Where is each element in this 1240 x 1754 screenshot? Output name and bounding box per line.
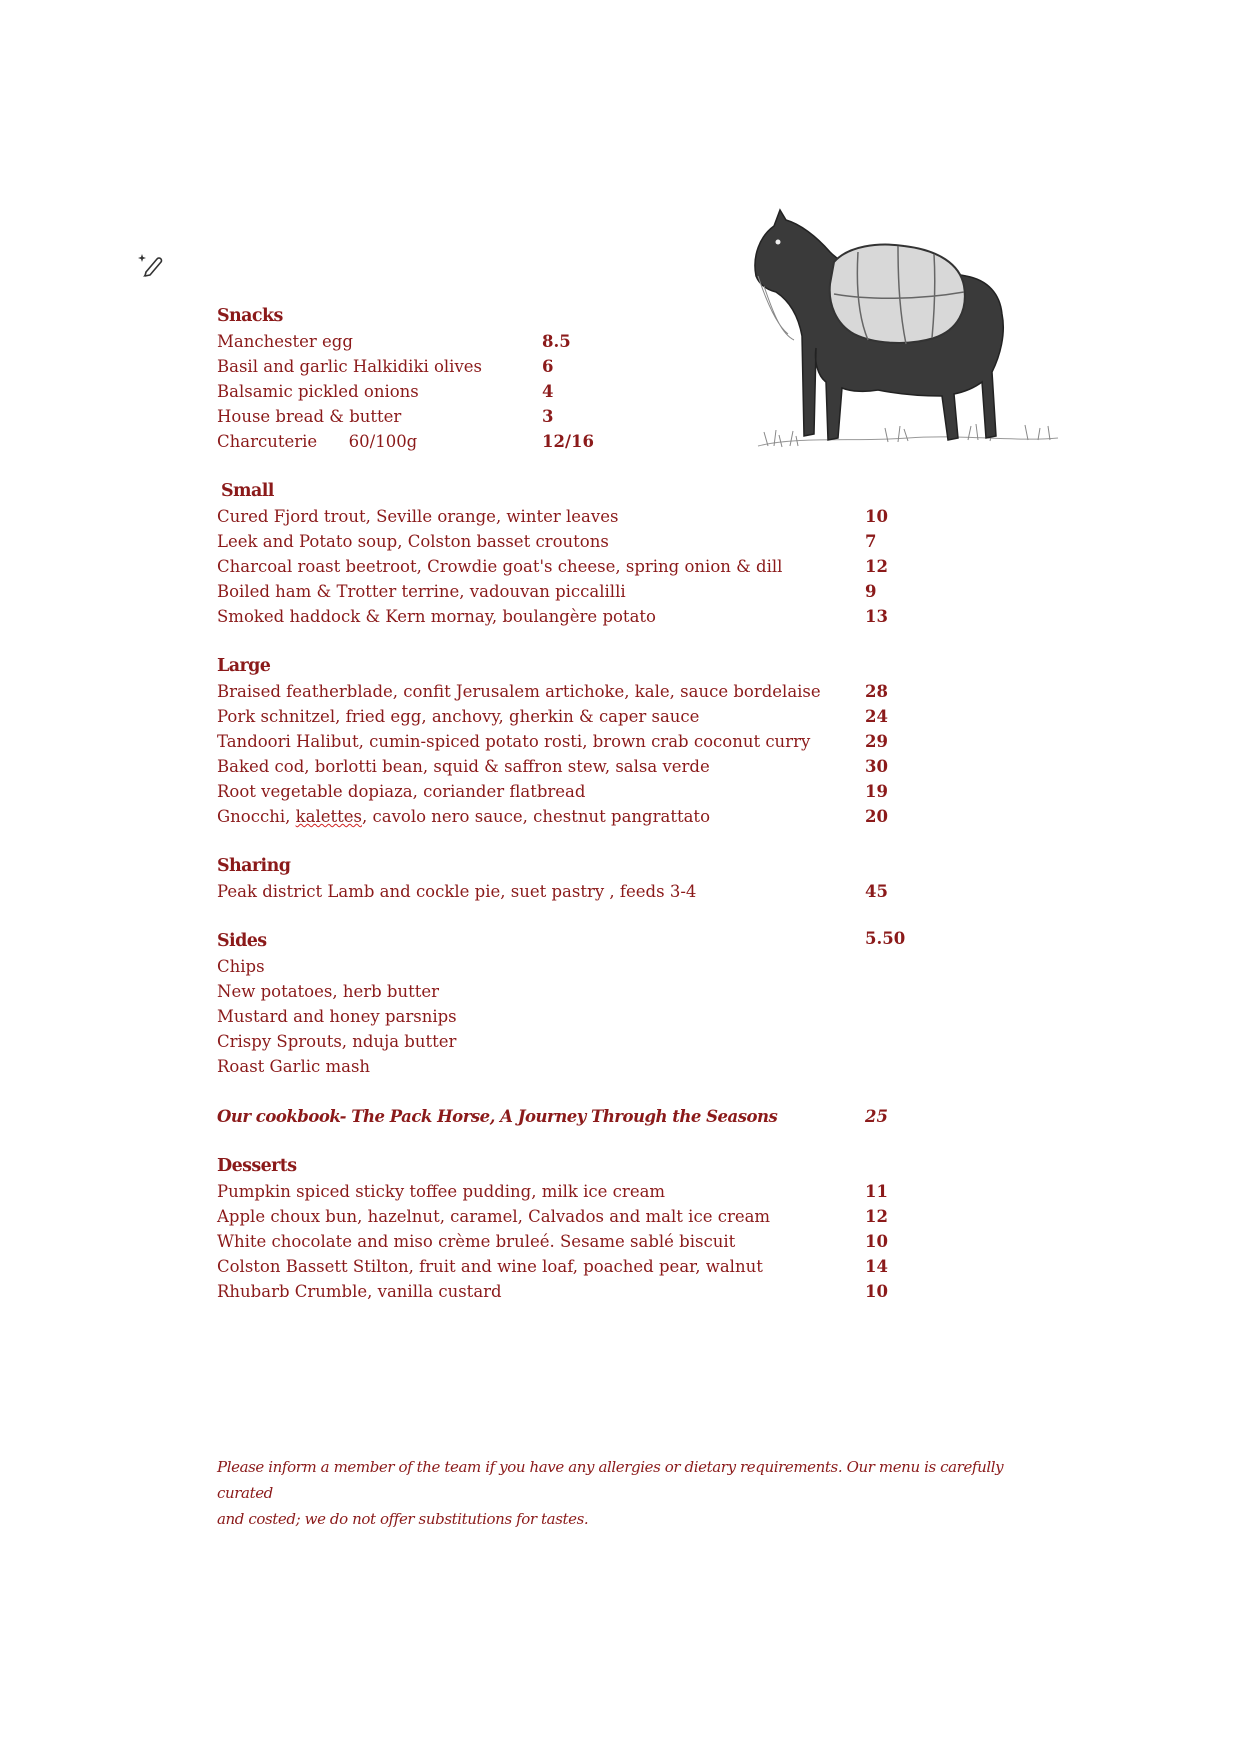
- item-name: Colston Bassett Stilton, fruit and wine loaf, poached pear, walnut: [217, 1257, 763, 1276]
- snacks-section: [217, 304, 977, 454]
- menu-item: [217, 579, 977, 604]
- menu-item: [217, 804, 977, 829]
- side-item: [217, 954, 977, 979]
- item-name: Rhubarb Crumble, vanilla custard: [217, 1282, 502, 1301]
- item-price: 10: [865, 507, 888, 526]
- cookbook-promo: [217, 1104, 977, 1129]
- item-price: 4: [542, 382, 554, 401]
- allergy-note-line: and costed; we do not offer substitutions for tastes.: [217, 1510, 589, 1528]
- item-price: 12/16: [542, 432, 594, 451]
- cookbook-title: Our cookbook- The Pack Horse, A Journey Through the Seasons: [217, 1107, 778, 1126]
- menu-item: [217, 354, 977, 379]
- item-name: Crispy Sprouts, nduja butter: [217, 1032, 457, 1051]
- item-name: Manchester egg: [217, 332, 353, 351]
- menu-item: [217, 529, 977, 554]
- section-title: Small: [221, 481, 274, 501]
- menu-item: [217, 429, 977, 454]
- item-name: Tandoori Halibut, cumin-spiced potato rosti, brown crab coconut curry: [217, 732, 811, 751]
- small-section: [217, 479, 977, 629]
- menu-item: [217, 404, 977, 429]
- section-title: Sharing: [217, 856, 291, 876]
- item-name: Peak district Lamb and cockle pie, suet pastry , feeds 3-4: [217, 882, 697, 901]
- item-price: 14: [865, 1257, 888, 1276]
- item-name: Chips: [217, 957, 265, 976]
- item-name: Leek and Potato soup, Colston basset croutons: [217, 532, 609, 551]
- item-name: Pork schnitzel, fried egg, anchovy, gherkin & caper sauce: [217, 707, 700, 726]
- item-name: Pumpkin spiced sticky toffee pudding, milk ice cream: [217, 1182, 666, 1201]
- allergy-note-line: Please inform a member of the team if you have any allergies or dietary requirements. Our menu is carefully curated: [217, 1458, 1004, 1502]
- item-price: 8.5: [542, 332, 571, 351]
- cookbook-price: 25: [865, 1107, 888, 1126]
- allergy-note: [217, 1454, 1047, 1532]
- edit-sparkle-icon[interactable]: [137, 250, 167, 280]
- item-price: 3: [542, 407, 554, 426]
- menu-item: [217, 329, 977, 354]
- menu-item: [217, 604, 977, 629]
- menu: [217, 304, 977, 1329]
- item-price: 29: [865, 732, 888, 751]
- spelling-flag[interactable]: kalettes: [295, 807, 362, 826]
- menu-item: [217, 704, 977, 729]
- sharing-section: [217, 854, 977, 904]
- menu-item: [217, 554, 977, 579]
- menu-item: [217, 679, 977, 704]
- menu-item: [217, 504, 977, 529]
- item-price: 9: [865, 582, 877, 601]
- item-name: Baked cod, borlotti bean, squid & saffron stew, salsa verde: [217, 757, 710, 776]
- item-price: 19: [865, 782, 888, 801]
- side-item: [217, 1054, 977, 1079]
- menu-item: [217, 1204, 977, 1229]
- item-name: Smoked haddock & Kern mornay, boulangère potato: [217, 607, 656, 626]
- item-name: Charcuterie 60/100g: [217, 432, 418, 451]
- section-title: Snacks: [217, 306, 283, 326]
- item-price: 6: [542, 357, 554, 376]
- side-item: [217, 1004, 977, 1029]
- item-price: 28: [865, 682, 888, 701]
- item-name-suffix: , cavolo nero sauce, chestnut pangrattato: [362, 807, 710, 826]
- section-title: Desserts: [217, 1156, 297, 1176]
- item-price: 10: [865, 1282, 888, 1301]
- item-price: 20: [865, 807, 888, 826]
- item-name: Roast Garlic mash: [217, 1057, 371, 1076]
- menu-item: [217, 729, 977, 754]
- menu-item: [217, 1179, 977, 1204]
- section-title: Large: [217, 656, 271, 676]
- item-name: [217, 804, 710, 829]
- menu-item: [217, 1279, 977, 1304]
- item-name: New potatoes, herb butter: [217, 982, 440, 1001]
- desserts-section: [217, 1154, 977, 1304]
- item-name-prefix: Gnocchi,: [217, 807, 296, 826]
- item-price: 12: [865, 557, 888, 576]
- side-item: [217, 1029, 977, 1054]
- menu-item: [217, 379, 977, 404]
- item-price: 7: [865, 532, 877, 551]
- item-price: 24: [865, 707, 888, 726]
- item-name: Braised featherblade, confit Jerusalem artichoke, kale, sauce bordelaise: [217, 682, 821, 701]
- item-name: House bread & butter: [217, 407, 402, 426]
- menu-item: [217, 779, 977, 804]
- item-price: 12: [865, 1207, 888, 1226]
- item-name: Boiled ham & Trotter terrine, vadouvan piccalilli: [217, 582, 626, 601]
- item-name: Cured Fjord trout, Seville orange, winter leaves: [217, 507, 619, 526]
- menu-item: [217, 754, 977, 779]
- menu-item: [217, 1254, 977, 1279]
- item-name: Basil and garlic Halkidiki olives: [217, 357, 483, 376]
- item-price: 45: [865, 882, 888, 901]
- sides-section: [217, 929, 977, 1079]
- sides-header: [217, 929, 977, 954]
- menu-item: [217, 879, 977, 904]
- item-name: Mustard and honey parsnips: [217, 1007, 457, 1026]
- item-name: Charcoal roast beetroot, Crowdie goat's cheese, spring onion & dill: [217, 557, 783, 576]
- menu-item: [217, 1229, 977, 1254]
- item-name: Apple choux bun, hazelnut, caramel, Calvados and malt ice cream: [217, 1207, 771, 1226]
- item-price: 30: [865, 757, 888, 776]
- item-price: 13: [865, 607, 888, 626]
- item-price: 11: [865, 1182, 888, 1201]
- side-item: [217, 979, 977, 1004]
- item-name: Balsamic pickled onions: [217, 382, 419, 401]
- sides-price: 5.50: [865, 929, 906, 948]
- item-name: Root vegetable dopiaza, coriander flatbread: [217, 782, 586, 801]
- section-title: Sides: [217, 931, 267, 951]
- item-name: White chocolate and miso crème bruleé. Sesame sablé biscuit: [217, 1232, 736, 1251]
- large-section: [217, 654, 977, 829]
- item-price: 10: [865, 1232, 888, 1251]
